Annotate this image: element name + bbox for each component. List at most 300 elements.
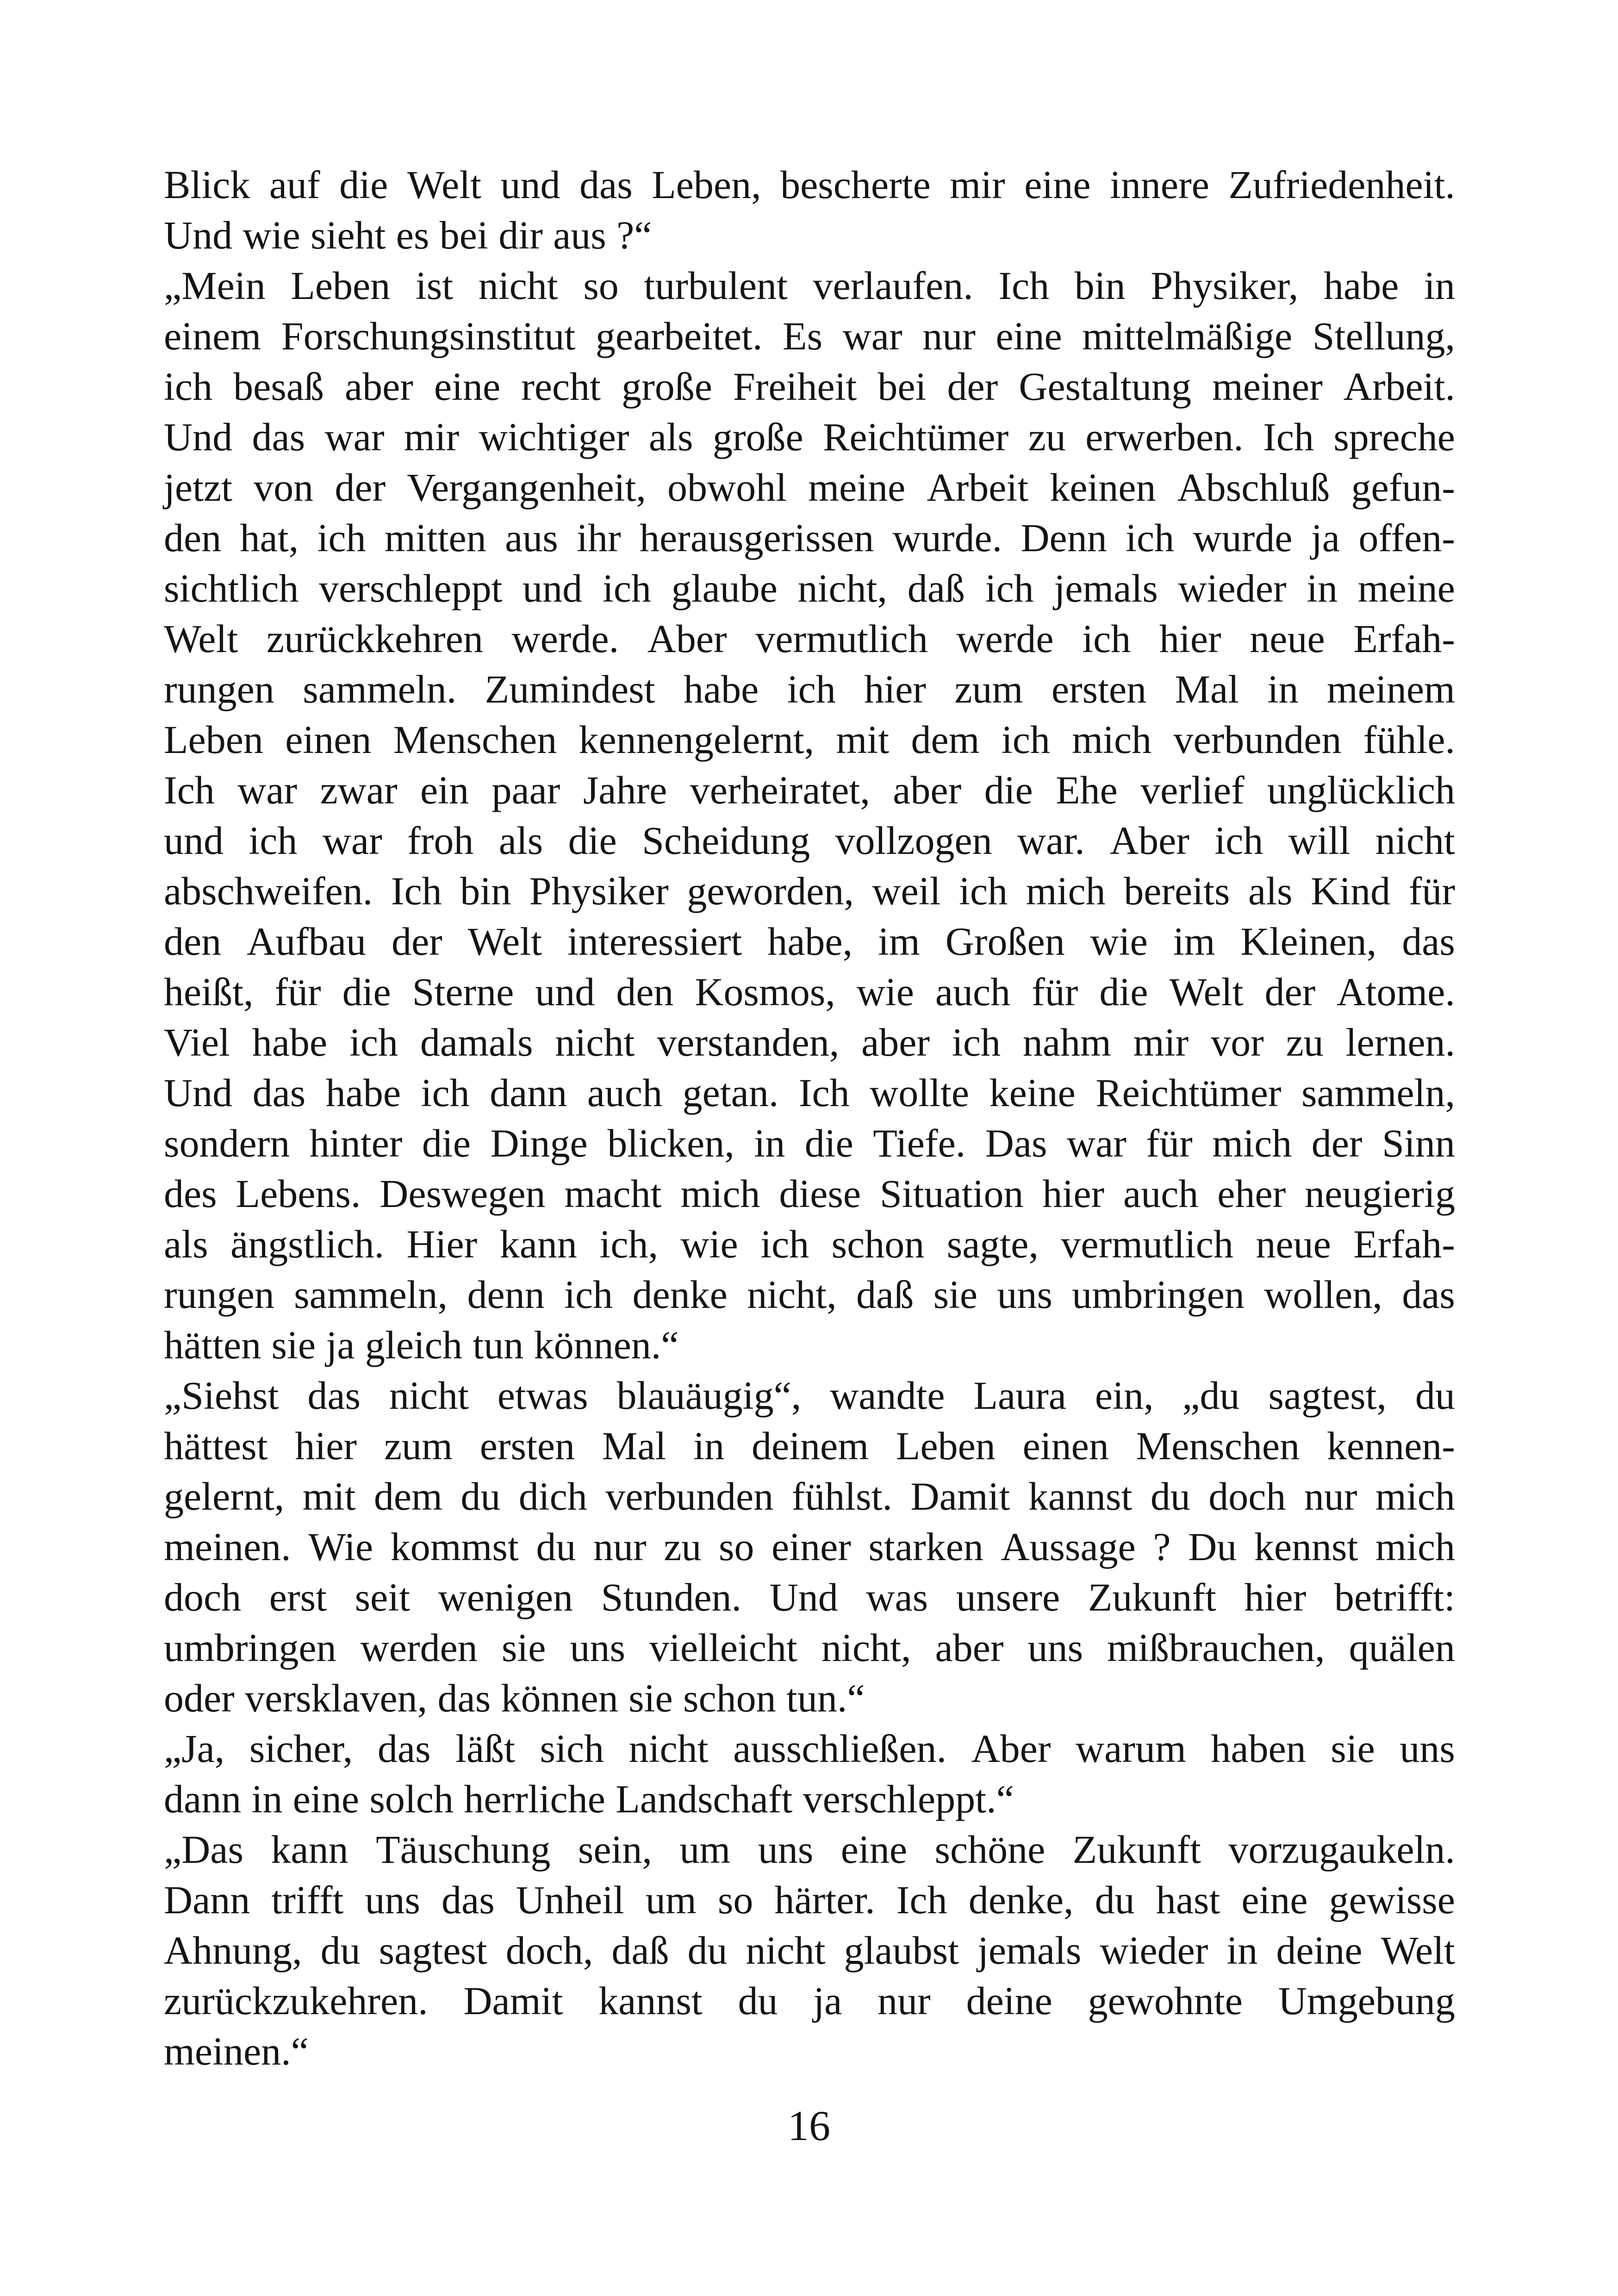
word: in [1267,667,1299,711]
word: sammeln. [303,667,457,711]
word: doch, [505,1928,593,1972]
word: nicht [389,1373,469,1418]
word: große [622,364,712,409]
word: für [274,970,321,1014]
word: rungen [164,1272,274,1317]
word: was [866,1575,928,1619]
word: Und [164,415,233,459]
word: Gestaltung [1019,364,1191,409]
word: sicher, [249,1726,353,1771]
word: Damit [910,1474,1010,1518]
word: meiner [1212,364,1323,409]
word: die [1099,970,1148,1014]
word: im [1173,919,1215,964]
word: nicht [1375,818,1455,863]
word: dich [518,1474,587,1518]
word: so [717,1878,753,1922]
word: einer [772,1524,851,1569]
word: zum [954,667,1023,711]
word: den [616,970,674,1014]
word: Aufbau [247,919,367,964]
word: Abschluß [1177,465,1330,510]
word: Dinge [490,1121,588,1165]
word: uns [997,1272,1052,1317]
word: keine [989,1070,1076,1115]
word: sichtlich [164,566,299,610]
word: froh [407,818,474,863]
word: für [1408,869,1455,913]
word: Aber [1110,818,1189,863]
text-line [164,1320,1455,1370]
text-line [164,1118,1455,1169]
word: sein, [578,1827,652,1872]
word: sie [1331,1726,1375,1771]
word: getan. [682,1070,779,1115]
word: Ich [798,1070,850,1115]
text-line [164,1976,1455,2026]
word: schöne [934,1827,1045,1872]
word: bereits [1124,869,1230,913]
word: ersten [1051,667,1147,711]
word: so [718,1524,754,1569]
word: dir [498,213,543,257]
text-line [164,1269,1455,1320]
word: vollzogen [835,818,992,863]
word: denke [632,1272,728,1317]
word: Aber [971,1726,1051,1771]
word: glaube [671,566,778,610]
word: Welt [1169,970,1244,1014]
word: in [1424,263,1455,308]
word: im [878,919,920,964]
word: Stunden. [601,1575,742,1619]
text-line [164,361,1455,412]
word: kennengelernt, [579,717,815,762]
word: mich [680,1171,760,1216]
word: Zukunft [1072,1827,1201,1872]
text-line [164,210,1455,261]
word: mich [1375,1474,1455,1518]
word: Viel [164,1020,230,1064]
word: dann [164,1777,242,1821]
word: erwerben. [1085,415,1244,459]
word: sammeln, [294,1272,448,1317]
word: quälen [1349,1625,1455,1670]
word: ich [1001,717,1050,762]
word: nicht [478,263,558,308]
word: und [523,566,583,610]
word: in [693,1424,725,1468]
word: zum [384,1424,453,1468]
word: hast [1156,1878,1220,1922]
word: werde [956,616,1054,661]
word: ersten [479,1424,575,1468]
text-line [164,563,1455,614]
text-line [164,462,1455,513]
word: paar [492,768,560,812]
word: denke, [968,1878,1074,1922]
word: diese [779,1171,861,1216]
word: Sinn [1382,1121,1455,1165]
word: Laura [973,1373,1066,1418]
word: Arbeit. [1343,364,1455,409]
text-line [164,1169,1455,1219]
word: kommst [390,1524,519,1569]
word: der [947,364,998,409]
word: zwar [320,768,398,812]
body-text [164,160,1455,2077]
text-line [164,2026,1455,2077]
word: Wie [308,1524,373,1569]
word: eine [1024,162,1091,207]
word: aus [505,516,558,560]
word: schon [683,1676,776,1720]
word: kennst [1254,1524,1358,1569]
word: daß [611,1928,669,1972]
word: Damit [463,1979,563,2023]
word: zu [1028,415,1066,459]
word: die [339,162,388,207]
word: aber [893,768,962,812]
word: sagtest, [1268,1373,1387,1418]
text-line [164,664,1455,715]
word: ausschließen. [733,1726,947,1771]
word: vorzugaukeln. [1228,1827,1455,1872]
word: wie [680,1222,738,1266]
word: Es [783,314,823,358]
word: verschleppt.“ [803,1777,1014,1821]
text-line [164,1219,1455,1269]
word: sich [540,1726,604,1771]
word: tun.“ [786,1676,865,1720]
word: Du [1188,1524,1237,1569]
word: ich [1082,616,1131,661]
word: Dann [164,1878,250,1922]
word: unglücklich [1267,768,1455,812]
word: Atome. [1337,970,1455,1014]
word: Menschen [393,717,557,762]
word: das [1402,919,1455,964]
word: zu [1286,1020,1324,1064]
word: es [396,213,429,257]
word: ich [1214,818,1263,863]
text-line [164,1522,1455,1572]
word: macht [564,1171,662,1216]
word: mir [950,162,1005,207]
word: wieder [1178,566,1287,610]
word: hier [1244,1575,1307,1619]
word: wollte [870,1070,970,1115]
word: damals [420,1020,533,1064]
word: nicht [629,1726,709,1771]
text-line [164,1068,1455,1118]
word: zurückkehren [266,616,483,661]
word: jemals [977,1928,1082,1972]
word: können [501,1676,618,1720]
word: warum [1076,1726,1186,1771]
word: unsere [956,1575,1060,1619]
word: Ich [391,869,442,913]
word: gewisse [1329,1878,1455,1922]
word: interessiert [567,919,742,964]
page-number: 16 [788,2102,830,2149]
word: umbringen [164,1625,336,1670]
word: war [324,415,385,459]
word: doch [1208,1474,1286,1518]
word: der [392,919,442,964]
word: eine [434,364,501,409]
word: und [500,162,560,207]
word: ? [1153,1524,1171,1569]
word: das [1402,1272,1455,1317]
text-line [164,1572,1455,1623]
word: das [579,162,633,207]
word: du [1095,1878,1135,1922]
word: kannst [1028,1474,1133,1518]
word: verlaufen. [813,263,973,308]
word: auch [1123,1171,1199,1216]
word: sieht [311,213,386,257]
word: turbulent [644,263,788,308]
word: war [322,818,382,863]
word: ich [602,566,651,610]
word: hier [864,667,926,711]
word: neue [1256,1222,1331,1266]
word: schon [831,1222,925,1266]
word: etwas [497,1373,588,1418]
word: Welt [467,919,542,964]
word: mittelmäßige [1082,314,1293,358]
word: verheiratet, [690,768,870,812]
word: herausgerissen [640,516,874,560]
word: lernen. [1345,1020,1455,1064]
word: Ahnung, [164,1928,302,1972]
word: ich [349,1020,398,1064]
word: bei [439,213,488,257]
word: verbunden [605,1474,774,1518]
word: als [648,415,693,459]
word: weil [872,869,941,913]
word: Arbeit [927,465,1029,510]
word: auf [269,162,320,207]
word: Physiker [529,869,669,913]
text-line [164,1370,1455,1421]
word: ?“ [616,213,652,257]
word: bescherte [780,162,931,207]
text-line [164,1724,1455,1774]
word: hätten [164,1323,261,1367]
word: herrliche [464,1777,605,1821]
word: ich [164,364,213,409]
word: habe [683,667,759,711]
word: offen- [1358,516,1455,560]
word: aber [935,1625,1004,1670]
word: „Siehst [164,1373,279,1418]
word: oder [164,1676,235,1720]
word: nur [922,314,976,358]
word: sie [933,1272,978,1317]
word: von [254,465,314,510]
word: verschleppt [319,566,503,610]
word: für [1146,1121,1193,1165]
word: wandte [830,1373,945,1418]
text-line [164,815,1455,866]
text-line [164,715,1455,765]
text-line [164,916,1455,967]
word: Leben [164,717,263,762]
word: du [738,1979,778,2023]
word: hier [295,1424,357,1468]
word: bin [1074,263,1126,308]
word: Welt [1381,1928,1455,1972]
text-line [164,1421,1455,1471]
word: will [1288,818,1350,863]
word: mitten [384,516,486,560]
word: so [583,263,619,308]
word: Ich [164,768,215,812]
word: hättest [164,1424,268,1468]
word: sammeln, [1301,1070,1455,1115]
word: vermutlich [755,616,928,661]
text-line [164,866,1455,916]
text-line [164,261,1455,311]
word: deine [966,1979,1052,2023]
word: war [842,314,902,358]
text-line [164,1875,1455,1925]
word: hat, [240,516,299,560]
word: einen [1022,1424,1109,1468]
text-line [164,1017,1455,1068]
word: hinter [309,1121,403,1165]
word: hier [1159,616,1221,661]
word: nicht, [821,1625,911,1670]
word: um [645,1878,697,1922]
word: mißbrauchen, [1107,1625,1325,1670]
word: Zufriedenheit. [1228,162,1455,207]
word: glaubst [844,1928,959,1972]
word: als [164,1222,208,1266]
word: Sterne [412,970,514,1014]
word: „Das [164,1827,243,1872]
word: ja [1311,516,1340,560]
word: das [377,1726,431,1771]
word: die [568,818,617,863]
word: ein, [1095,1373,1154,1418]
word: härter. [774,1878,875,1922]
word: Menschen [1136,1424,1300,1468]
word: sondern [164,1121,290,1165]
word: Erfah- [1353,1222,1455,1266]
word: einen [285,717,372,762]
word: Zukunft [1088,1575,1216,1619]
word: daß [907,566,965,610]
word: gearbeitet. [595,314,763,358]
text-line [164,1623,1455,1673]
word: Kosmos, [695,970,835,1014]
word: mich [1072,717,1152,762]
word: wenigen [438,1575,573,1619]
word: ihr [577,516,621,560]
word: ich [959,869,1008,913]
word: vielleicht [649,1625,797,1670]
word: ich [421,1070,470,1115]
word: Ich [896,1878,947,1922]
word: habe [252,1020,328,1064]
word: zurückzukehren. [164,1979,428,2023]
word: wie [856,970,914,1014]
word: die [422,1121,471,1165]
word: „Ja, [164,1726,225,1771]
word: ja [813,1979,842,2023]
word: denn [467,1272,545,1317]
word: Großen [945,919,1065,964]
word: wie [1090,919,1148,964]
text-line [164,1824,1455,1875]
word: nicht, [747,1272,837,1317]
word: Hier [406,1222,478,1266]
word: daß [856,1272,914,1317]
word: besaß [233,364,324,409]
word: neue [1250,616,1325,661]
word: Und [769,1575,838,1619]
word: die [342,970,391,1014]
word: werden [360,1625,478,1670]
word: bin [460,869,511,913]
word: nicht [746,1928,826,1972]
text-line [164,1774,1455,1824]
word: heißt, [164,970,254,1014]
text-line [164,1471,1455,1522]
word: große [712,415,803,459]
word: mich [1375,1524,1455,1569]
word: solch [369,1777,454,1821]
word: um [679,1827,731,1872]
word: sie [629,1676,673,1720]
word: war [237,768,298,812]
word: ist [415,263,454,308]
word: kann [499,1222,577,1266]
word: ich [985,566,1034,610]
word: können.“ [534,1323,679,1367]
word: deinem [751,1424,869,1468]
word: mich [1026,869,1106,913]
word: wieder [1100,1928,1208,1972]
text-line [164,311,1455,361]
word: der [1311,1121,1363,1165]
word: Und [164,213,233,257]
word: uns [365,1878,420,1922]
word: vor [1211,1020,1264,1064]
word: du [320,1928,361,1972]
word: und [164,818,224,863]
word: ich [760,1222,809,1266]
word: Aussage [1001,1524,1136,1569]
word: Das [985,1121,1047,1165]
word: fühle. [1363,717,1455,762]
word: du [1415,1373,1455,1418]
word: ein [420,768,469,812]
word: nahm [1022,1020,1111,1064]
word: jemals [1054,566,1158,610]
word: war [1067,1121,1126,1165]
word: haben [1211,1726,1306,1771]
word: uns [1027,1625,1083,1670]
word: blauäugig“, [616,1373,802,1418]
word: dem [911,717,980,762]
word: das [252,415,305,459]
word: Unheil [516,1878,624,1922]
word: meinen. [164,1524,291,1569]
